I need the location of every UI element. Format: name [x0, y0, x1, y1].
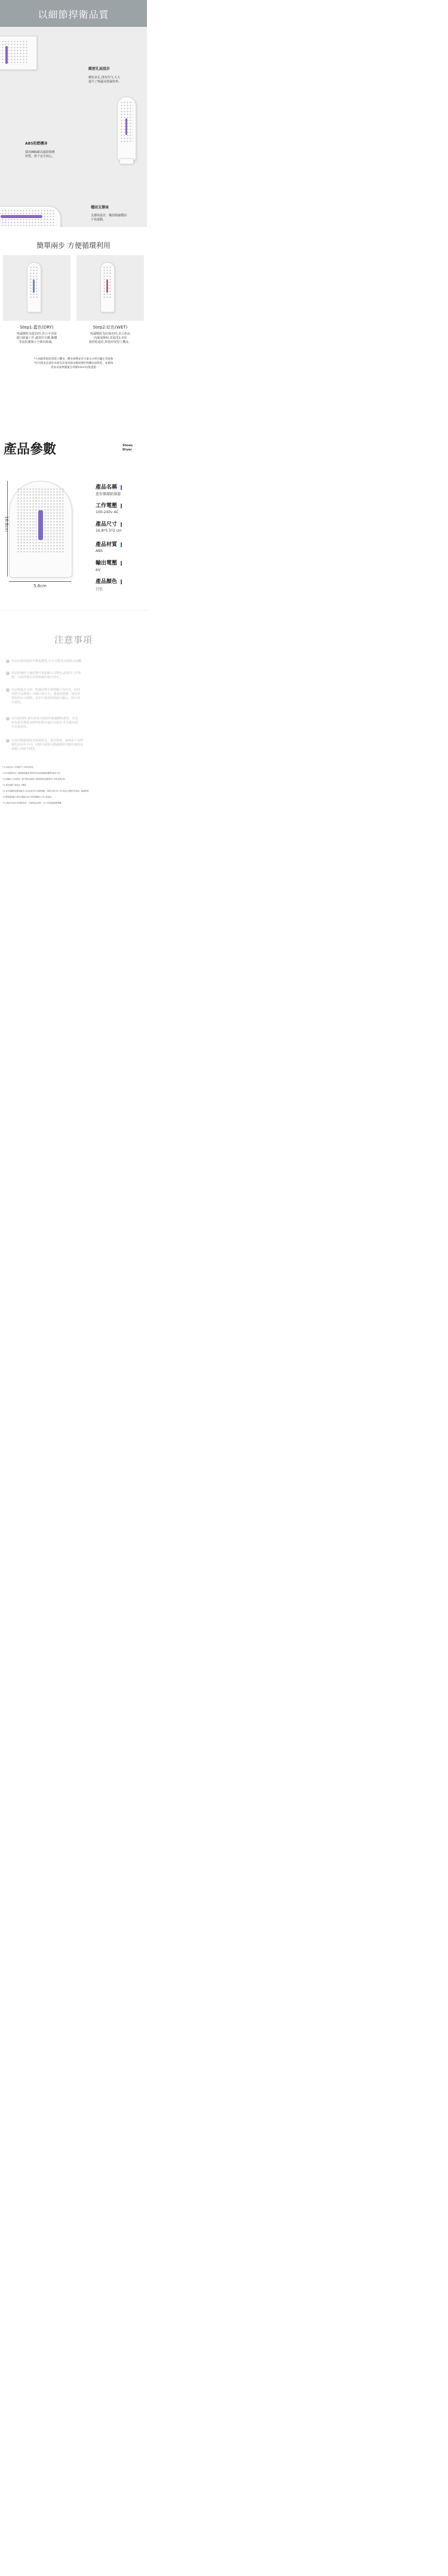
- notice-item: 3 本品吸滿水分時，乾濕狀態可視窗顯示為紅色，此時 需將本品插電1~3個小時左右，透過加熱將二氧化矽 吸收的水分排除，直至可視窗恢復藍色顯示，即可再 次使用。: [7, 688, 81, 704]
- notice-item: 2 本品乾燥時干濕狀態可視窗顯示為橙色,此時為工作狀 態，只需放置在需要除濕的地方即可。: [7, 671, 81, 679]
- support-base: [119, 158, 134, 164]
- step2-title: Step2:紅色(WET): [93, 325, 128, 330]
- dryer-device-lying: [0, 206, 61, 230]
- dryer-device-image: [0, 36, 37, 70]
- params-section: [0, 403, 147, 603]
- indicator-window: [1, 215, 42, 218]
- spec-label: 產品材質: [96, 540, 122, 548]
- step1-title: Step1:藍色(DRY): [20, 325, 54, 330]
- abs-text: 採用ABS耐高溫防阻燃 材質，烘干安全放心。: [25, 151, 56, 158]
- dense-title: 緻密孔面設計: [88, 67, 111, 71]
- notice-section: [0, 603, 147, 846]
- dryer-device-dimension: [9, 481, 72, 578]
- spec-value: 6V: [96, 568, 100, 572]
- number-badge: 1: [7, 660, 9, 663]
- dryer-device-standing: [117, 97, 136, 161]
- spec-label: 產品尺寸: [96, 520, 122, 528]
- params-title: 產品參數: [4, 442, 57, 457]
- step2-image: [76, 255, 144, 321]
- indicator-window: [33, 280, 35, 293]
- spec-label: 產品名稱: [96, 483, 122, 490]
- spec-value: 白色: [96, 587, 103, 591]
- product-page: [0, 0, 147, 846]
- steps-section: [0, 227, 147, 403]
- notice-item: 5 本品的吸濕速度及吸濕時長，會因環境、濕度與天氣的 變化而有所不同，同時可視窗內吸濕顆粒的變色速度也 會隨之而產生變化。: [7, 739, 84, 751]
- width-dimension-line: [9, 581, 71, 582]
- spec-value: 100-240v AC: [96, 510, 119, 514]
- section-header: [0, 0, 147, 27]
- number-badge: 2: [7, 671, 9, 674]
- divider: [0, 610, 147, 611]
- dryer-device-red: [100, 262, 115, 312]
- abs-title: ABS阻燃機身: [25, 142, 48, 146]
- number-badge: 4: [7, 717, 9, 720]
- step2-text: 吸濕顆粒為紅綠色時,表示產品 內濕氣飽和,需通電1-3加 熱烘乾還原,烘乾時需豎立機身。: [88, 332, 132, 344]
- notice-title: 注意事項: [54, 634, 93, 645]
- steps-note: *力加熱烘乾時需豎立機身，機身發燙並有少量水分析出屬正常現象 *切勿將產品置於木板等其他受熱受潮易變形物體表面烘乾，並確保 產品表面無覆蓋且周圍10cm內無遮擋: [33, 358, 113, 369]
- vent-holes: [0, 40, 28, 65]
- indicator-window: [5, 46, 8, 64]
- steps-title: 簡單兩步 方便循環利用: [36, 241, 111, 250]
- dense-text: 緻密多孔,排布均勻,大大 提升了吸濕及排濕效率。: [88, 76, 122, 84]
- fine-print: *注:本產品為人手測量尺寸,會存有誤差。 *注:所有數據來自工廠實驗室數據,實際使用可能會根據具體情況略有不同。 *注:認識能力是有限度。讀不要刻意破壞! 請按照說明,謹慎使用! 否則,後果自負。 *注:遠先提讀了解產品,才購買。 *注:如日後購得需要保養(非人為)此產及符合保修範圍，退換及退貨,本公司只接受合理要求及理由。謝謝無理! *注:購買讀保養卡務於及範圍,如有不明可聯繫本公司人員查詢。 *以上圖片和功能介紹僅供參考，以實際產品為準。 本公司保留最終解釋權。: [2, 766, 90, 804]
- section-title: 以細節捍衛品質: [38, 9, 109, 20]
- indicator-window: [106, 280, 108, 293]
- base-title: 穩固支撐座: [91, 206, 109, 210]
- spec-value: 16.8*5.5*2 cm: [96, 529, 122, 533]
- number-badge: 3: [7, 688, 9, 691]
- number-badge: 5: [7, 739, 9, 742]
- indicator-window: [125, 118, 127, 135]
- spec-value: ABS: [96, 549, 103, 553]
- spec-label: 輸出電壓: [96, 559, 122, 566]
- notice-item: 4 首次使用時,請先查看可視窗的吸濕顆粒顏色，若為 紅色請先插電加熱烘乾將其還原為藍色,若為藍色即 可直接使用。: [7, 717, 78, 729]
- params-subtitle: Shoes Dryer: [122, 444, 133, 452]
- dryer-device-blue: [27, 262, 41, 312]
- indicator-window: [38, 510, 43, 540]
- feature-section: [0, 27, 147, 227]
- spec-label: 工作電壓: [96, 501, 122, 509]
- width-label: 5.8cm: [33, 584, 47, 588]
- step1-image: [3, 255, 70, 321]
- step1-text: 吸濕顆粒為藍色時,表示可直接 進行除濕工作,適置於衣櫃,櫥櫃 等需防潮微小空間內除濕。: [16, 332, 57, 344]
- spec-value: 迷你循環除濕器: [96, 492, 121, 496]
- base-text: 支撐座設計，橫放除濕穩固 不易滾動。: [91, 214, 127, 222]
- height-label: 16.8cm: [4, 516, 10, 532]
- spec-label: 產品顏色: [96, 577, 122, 585]
- notice-item: 1 本品在使用過程中無需插電,且不可將其直接與水接觸。: [7, 660, 84, 663]
